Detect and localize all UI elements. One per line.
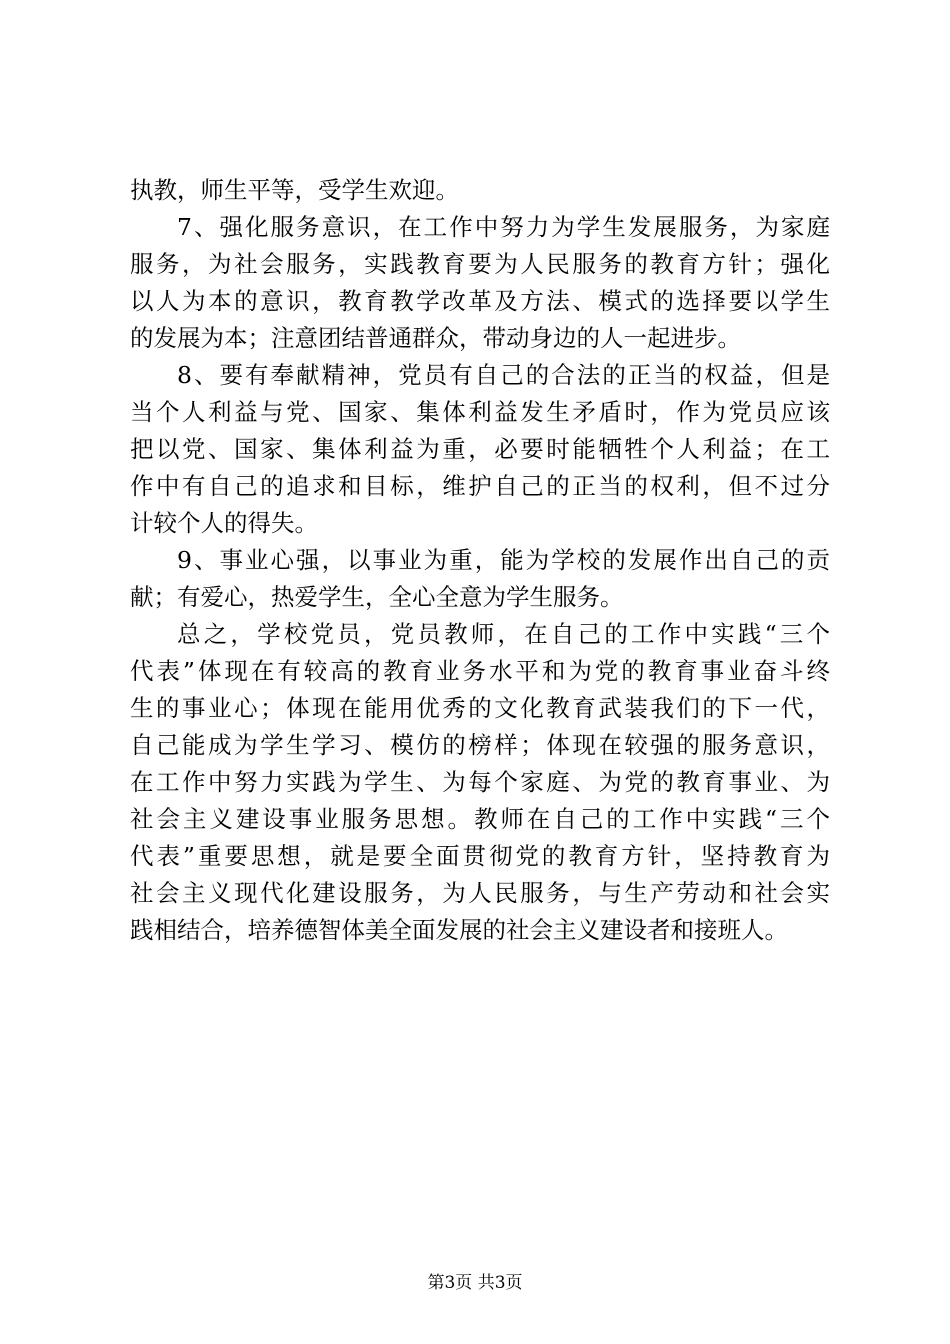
text-line: 作中有自己的追求和目标，维护自己的正当的权利，但不过分 [130,472,830,500]
text-line: 社会主义现代化建设服务，为人民服务，与生产劳动和社会实 [130,879,830,907]
text-line: 服务，为社会服务，实践教育要为人民服务的教育方针；强化 [130,250,830,278]
text-line: 总之，学校党员，党员教师，在自己的工作中实践“三个 [177,620,830,648]
page-footer: 第3页 共3页 [427,1273,523,1293]
text-line: 践相结合，培养德智体美全面发展的社会主义建设者和接班人。 [130,916,788,944]
text-line: 献；有爱心，热爱学生，全心全意为学生服务。 [130,583,624,611]
text-line: 7、强化服务意识，在工作中努力为学生发展服务，为家庭 [177,213,830,241]
text-line: 社会主义建设事业服务思想。教师在自己的工作中实践“三个 [130,805,830,833]
text-line: 代表”重要思想，就是要全面贯彻党的教育方针，坚持教育为 [130,842,830,870]
text-line: 自己能成为学生学习、模仿的榜样；体现在较强的服务意识， [130,731,830,759]
text-line: 代表”体现在有较高的教育业务水平和为党的教育事业奋斗终 [130,657,830,685]
text-line: 把以党、国家、集体利益为重，必要时能牺牲个人利益；在工 [130,435,830,463]
body-text [130,172,830,949]
text-line: 生的事业心；体现在能用优秀的文化教育武装我们的下一代， [130,694,830,722]
text-line: 9、事业心强，以事业为重，能为学校的发展作出自己的贡 [177,546,830,574]
text-line: 以人为本的意识，教育教学改革及方法、模式的选择要以学生 [130,287,830,315]
text-line: 计较个人的得失。 [130,509,318,537]
text-line: 执教，师生平等，受学生欢迎。 [130,176,459,204]
text-line: 的发展为本；注意团结普通群众，带动身边的人一起进步。 [130,324,741,352]
text-line: 8、要有奉献精神，党员有自己的合法的正当的权益，但是 [177,361,830,389]
text-line: 当个人利益与党、国家、集体利益发生矛盾时，作为党员应该 [130,398,830,426]
text-line: 在工作中努力实践为学生、为每个家庭、为党的教育事业、为 [130,768,830,796]
